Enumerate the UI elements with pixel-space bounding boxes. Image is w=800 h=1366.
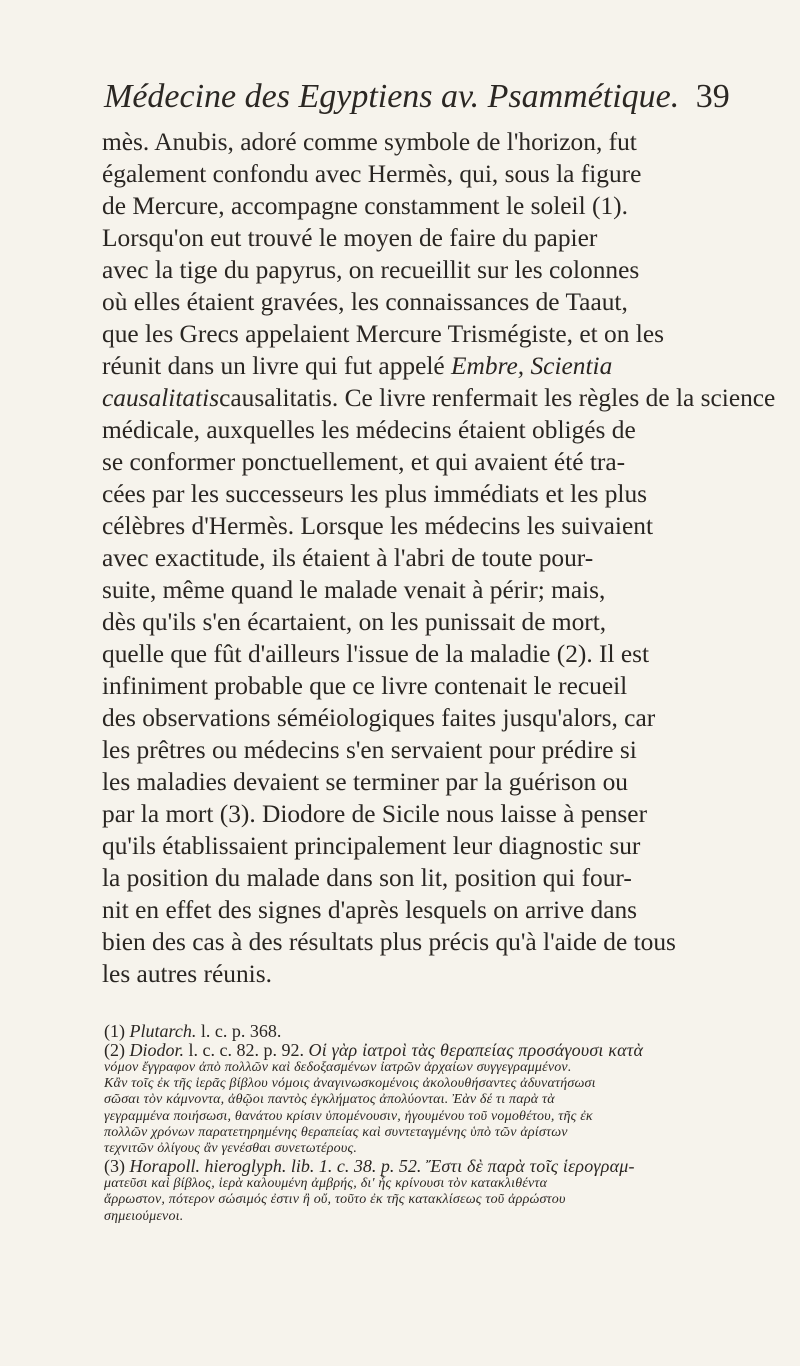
footnote-1: [104, 1022, 722, 1041]
text-line: médicale, auxquelles les médecins étaient obligés de: [102, 416, 636, 444]
main-text: [102, 126, 776, 990]
text-line: nit en effet des signes d'après lesquels on arrive dans: [102, 896, 638, 924]
footnote-reference: l. c. c. 82. p. 92.: [188, 1041, 304, 1060]
footnote-reference: hieroglyph. lib. 1. c. 38. p. 52.: [204, 1157, 422, 1177]
text-line: célèbres d'Hermès. Lorsque les médecins les suivaient: [102, 512, 653, 540]
text-line: mès. Anubis, adoré comme symbole de l'horizon, fut: [102, 128, 637, 156]
footnote-author: Plutarch.: [129, 1022, 197, 1041]
text-line: également confondu avec Hermès, qui, sous la figure: [102, 160, 642, 188]
text-line: où elles étaient gravées, les connaissances de Taaut,: [102, 288, 628, 316]
greek-quote-line: ἄρρωστον, πότερον σώσιμός ἐστιν ἢ οὔ, τοῦτο ἐκ τῆς κατακλίσεως τοῦ ἀρρώστου: [104, 1192, 566, 1208]
greek-quote: Ἔστι δὲ παρὰ τοῖς ἱερογραμ-: [425, 1157, 635, 1177]
text-line: des observations séméiologiques faites jusqu'alors, car: [102, 704, 656, 732]
text-line: se conformer ponctuellement, et qui avaient été tra-: [102, 448, 626, 476]
text-line: quelle que fût d'ailleurs l'issue de la maladie (2). Il est: [102, 640, 650, 668]
text-line: avec la tige du papyrus, on recueillit sur les colonnes: [102, 256, 640, 284]
footnote-marker: (2): [104, 1041, 125, 1060]
running-title: Médecine des Egyptiens av. Psammétique.: [104, 78, 680, 115]
running-header: [104, 76, 730, 118]
text-line: [102, 382, 776, 414]
footnote-reference: l. c. p. 368.: [200, 1022, 282, 1041]
text-line: les autres réunis.: [102, 960, 272, 988]
text-line: infiniment probable que ce livre contenait le recueil: [102, 672, 628, 700]
text-line: [102, 350, 720, 382]
footnote-marker: (1): [104, 1022, 125, 1041]
text-line: la position du malade dans son lit, position qui four-: [102, 864, 632, 892]
text-fragment: causalitatis. Ce livre renfermait les règles de la science: [219, 384, 776, 412]
footnote-3: [104, 1157, 722, 1176]
footnote-author: Diodor.: [129, 1041, 185, 1060]
text-line: Lorsqu'on eut trouvé le moyen de faire du papier: [102, 224, 598, 252]
greek-quote-line: σῶσαι τὸν κάμνοντα, ἀθῷοι παντὸς ἐγκλήματος ἀπολύονται. Ἐὰν δέ τι παρὰ τὰ: [104, 1092, 555, 1108]
greek-quote-line: πολλῶν χρόνων παρατετηρημένης θεραπείας καὶ συντεταγμένης ὑπὸ τῶν ἀρίστων: [104, 1124, 568, 1140]
text-line: suite, même quand le malade venait à périr; mais,: [102, 576, 606, 604]
text-line: les maladies devaient se terminer par la guérison ou: [102, 768, 628, 796]
footnotes: [104, 1022, 722, 1225]
text-line: dès qu'ils s'en écartaient, on les punissait de mort,: [102, 608, 607, 636]
greek-quote-line: γεγραμμένα ποιήσωσι, θανάτου κρίσιν ὑπομένουσιν, ἡγουμένου τοῦ νομοθέτου, τῆς ἐκ: [104, 1108, 593, 1124]
greek-quote-line: νόμον ἔγγραφον ἀπὸ πολλῶν καὶ δεδοξασμένων ἰατρῶν ἀρχαίων συγγεγραμμένον.: [104, 1060, 572, 1075]
text-line: qu'ils établissaient principalement leur diagnostic sur: [102, 832, 641, 860]
italic-book-title: Embre, Scientia: [451, 352, 613, 380]
greek-quote: Οἱ γὰρ ἰατροὶ τὰς θεραπείας προσάγουσι κατὰ: [308, 1041, 644, 1060]
footnote-author: Horapoll.: [129, 1157, 201, 1177]
greek-quote-line: ματεῦσι καὶ βίβλος, ἱερὰ καλουμένη ἀμβρής, δι' ἧς κρίνουσι τὸν κατακλιθέντα: [104, 1176, 548, 1192]
greek-quote-line: Κἂν τοῖς ἐκ τῆς ἱερᾶς βίβλου νόμοις ἀναγινωσκομένοις ἀκολουθήσαντες ἀδυνατήσωσι: [104, 1076, 596, 1092]
text-line: de Mercure, accompagne constamment le soleil (1).: [102, 192, 628, 220]
text-line: bien des cas à des résultats plus précis qu'à l'aide de tous: [102, 928, 676, 956]
text-line: par la mort (3). Diodore de Sicile nous laisse à penser: [102, 800, 648, 828]
text-line: avec exactitude, ils étaient à l'abri de toute pour-: [102, 544, 594, 572]
italic-book-title-cont: causalitatis: [102, 384, 220, 412]
text-line: les prêtres ou médecins s'en servaient pour prédire si: [102, 736, 637, 764]
page-number: 39: [695, 78, 730, 115]
footnote-2: [104, 1041, 722, 1060]
footnote-marker: (3): [104, 1157, 125, 1177]
greek-quote-line: τεχνιτῶν ὀλίγους ἂν γενέσθαι συνετωτέρους.: [104, 1140, 358, 1156]
text-line: cées par les successeurs les plus immédiats et les plus: [102, 480, 648, 508]
text-line: que les Grecs appelaient Mercure Trismégiste, et on les: [102, 320, 664, 348]
greek-quote-line: σημειούμενοι.: [104, 1208, 184, 1224]
text-fragment: réunit dans un livre qui fut appelé: [102, 352, 452, 380]
